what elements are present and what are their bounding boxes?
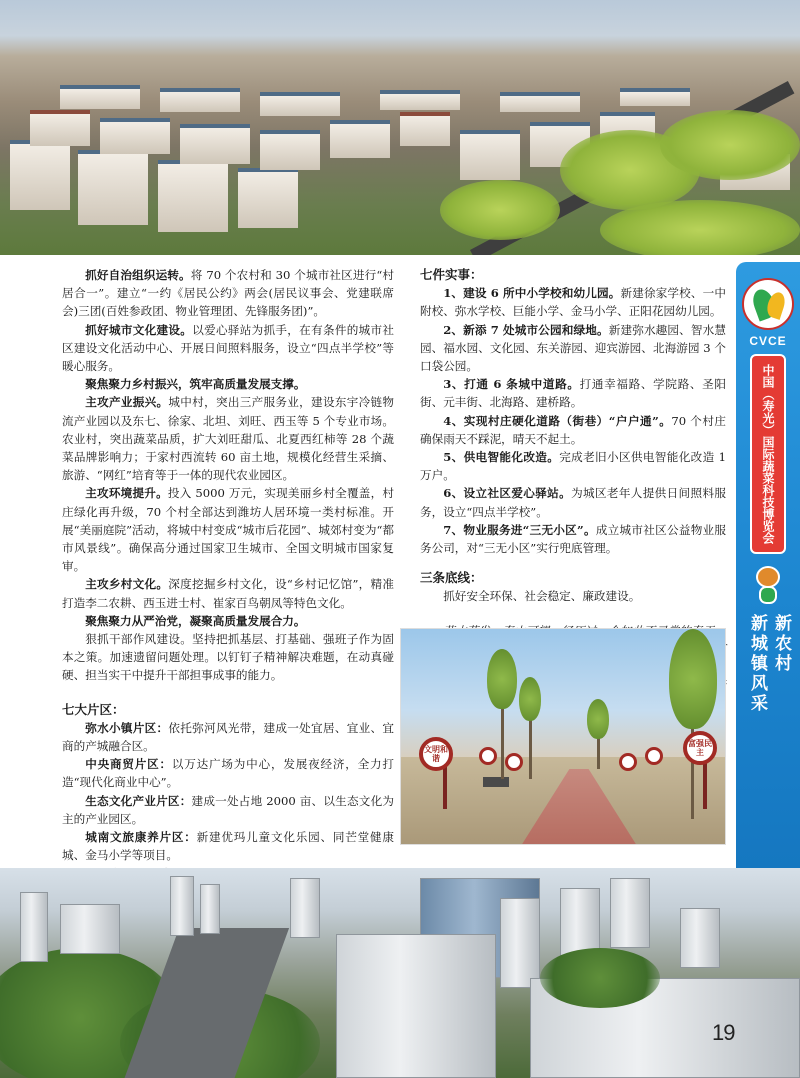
paragraph: 主攻环境提升。投入 5000 万元，实现美丽乡村全覆盖，村庄绿化再升级，70 个村全部达到潍坊人居环境一类村标准。开展“美丽庭院”活动，将城中村变成“城市后花园”、城郊村变为“都市风景线”。确保高分通过国家卫生城市、全国文明城市国家复审。 [62,486,394,574]
section-title-line-2: 新城镇风采 [747,614,767,714]
task-item: 2、新添 7 处城市公园和绿地。新建弥水趣园、智水慧园、福水园、文化园、东关游园、迎宾游园、北海游园 3 个口袋公园。 [420,322,726,374]
bottom-lines-text: 抓好安全环保、社会稳定、廉政建设。 [443,589,641,604]
logo-abbreviation: CVCE [749,334,787,348]
park-plaza-photo [400,628,726,845]
paragraph: 抓好自治组织运转。将 70 个农村和 30 个城市社区进行“村居合一”。建立“一约《居民公约》两会(居民议事会、党建联席会)三团(百姓参政团、物业管理团、先锋服务团)”。 [62,268,394,319]
zones-title: 七大片区： [62,701,125,717]
task-item: 6、设立社区爱心驿站。为城区老年人提供日间照料服务，设立“四点半学校”。 [420,486,726,519]
paragraph: 主攻乡村文化。深度挖掘乡村文化，设“乡村记忆馆”，精准打造李二农耕、西玉进士村、崔家百鸟朝凤等特色文化。 [62,577,394,610]
bottom-city-photo [0,868,800,1078]
task-item: 1、建设 6 所中小学校和幼儿园。新建徐家学校、一中附校、弥水学校、巨能小学、金马小学、正阳花园幼儿园。 [420,286,726,319]
zone-item: 城南文旅康养片区：新建优玛儿童文化乐园、同芒堂健康城、金马小学等项目。 [62,830,394,863]
bottom-lines-title: 三条底线： [420,570,483,586]
zone-item: 生态文化产业片区：建成一处占地 2000 亩、以生态文化为主的产业园区。 [62,793,394,826]
bench [483,777,509,787]
mascot-icon [750,566,786,606]
section-sidebar [736,262,800,868]
top-aerial-photo [0,0,800,255]
task-item: 4、实现村庄硬化道路（街巷）“户户通”。70 个村庄确保雨天不踩泥，晴天不起土。 [420,413,726,446]
paragraph: 主攻产业振兴。城中村，突出三产服务业，建设东宇冷链物流产业园以及东七、徐家、北坦、刘旺、西玉等 5 个专业市场。农业村，突出蔬菜品质，扩大刘旺甜瓜、北夏西红柿等 28 个蔬菜品牌影响力；于家村西流转 60 亩土地，规模化经营生采摘、旅游、“网红”培育等于一体的现代农业园区。 [62,395,394,483]
task-item: 3、打通 6 条城中道路。打通幸福路、学院路、圣阳街、元丰街、北海路、建桥路。 [420,377,726,410]
section-heading: 聚焦聚力乡村振兴，筑牢高质量发展支撑。 [85,377,306,392]
expo-logo-icon [742,278,794,330]
slogan-sign-right: 富强民主 [683,731,717,765]
section-title-line-1: 新农村 [771,614,791,674]
task-item: 5、供电智能化改造。完成老旧小区供电智能化改造 1 万户。 [420,450,726,483]
section-heading: 聚焦聚力从严治党，凝聚高质量发展合力。 [85,613,306,628]
page-number: 19 [712,1020,735,1045]
paragraph: 抓好城市文化建设。以爱心驿站为抓手，在有条件的城市社区建设文化活动中心、开展日间照料服务，设立“四点半学校”等暖心服务。 [62,322,394,374]
slogan-sign-left: 文明和谐 [419,737,453,771]
expo-name-label: 中国（寿光）国际蔬菜科技博览会 [750,354,786,554]
zone-item: 弥水小镇片区：依托弥河风光带，建成一处宜居、宜业、宜商的产城融合区。 [62,720,394,754]
task-item: 7、物业服务进“三无小区”。成立城市社区公益物业服务公司，对“三无小区”实行兜底管理。 [420,522,726,556]
zone-item: 中央商贸片区：以万达广场为中心，发展夜经济，全力打造“现代化商业中心”。 [62,757,394,790]
tasks-title: 七件实事： [420,267,483,282]
paragraph: 狠抓干部作风建设。坚持把抓基层、打基础、强班子作为固本之策。加速遗留问题处理。以钉钉子精神解决难题，在动真碰硬、担当实干中提升干部担事成事的能力。 [62,632,394,683]
